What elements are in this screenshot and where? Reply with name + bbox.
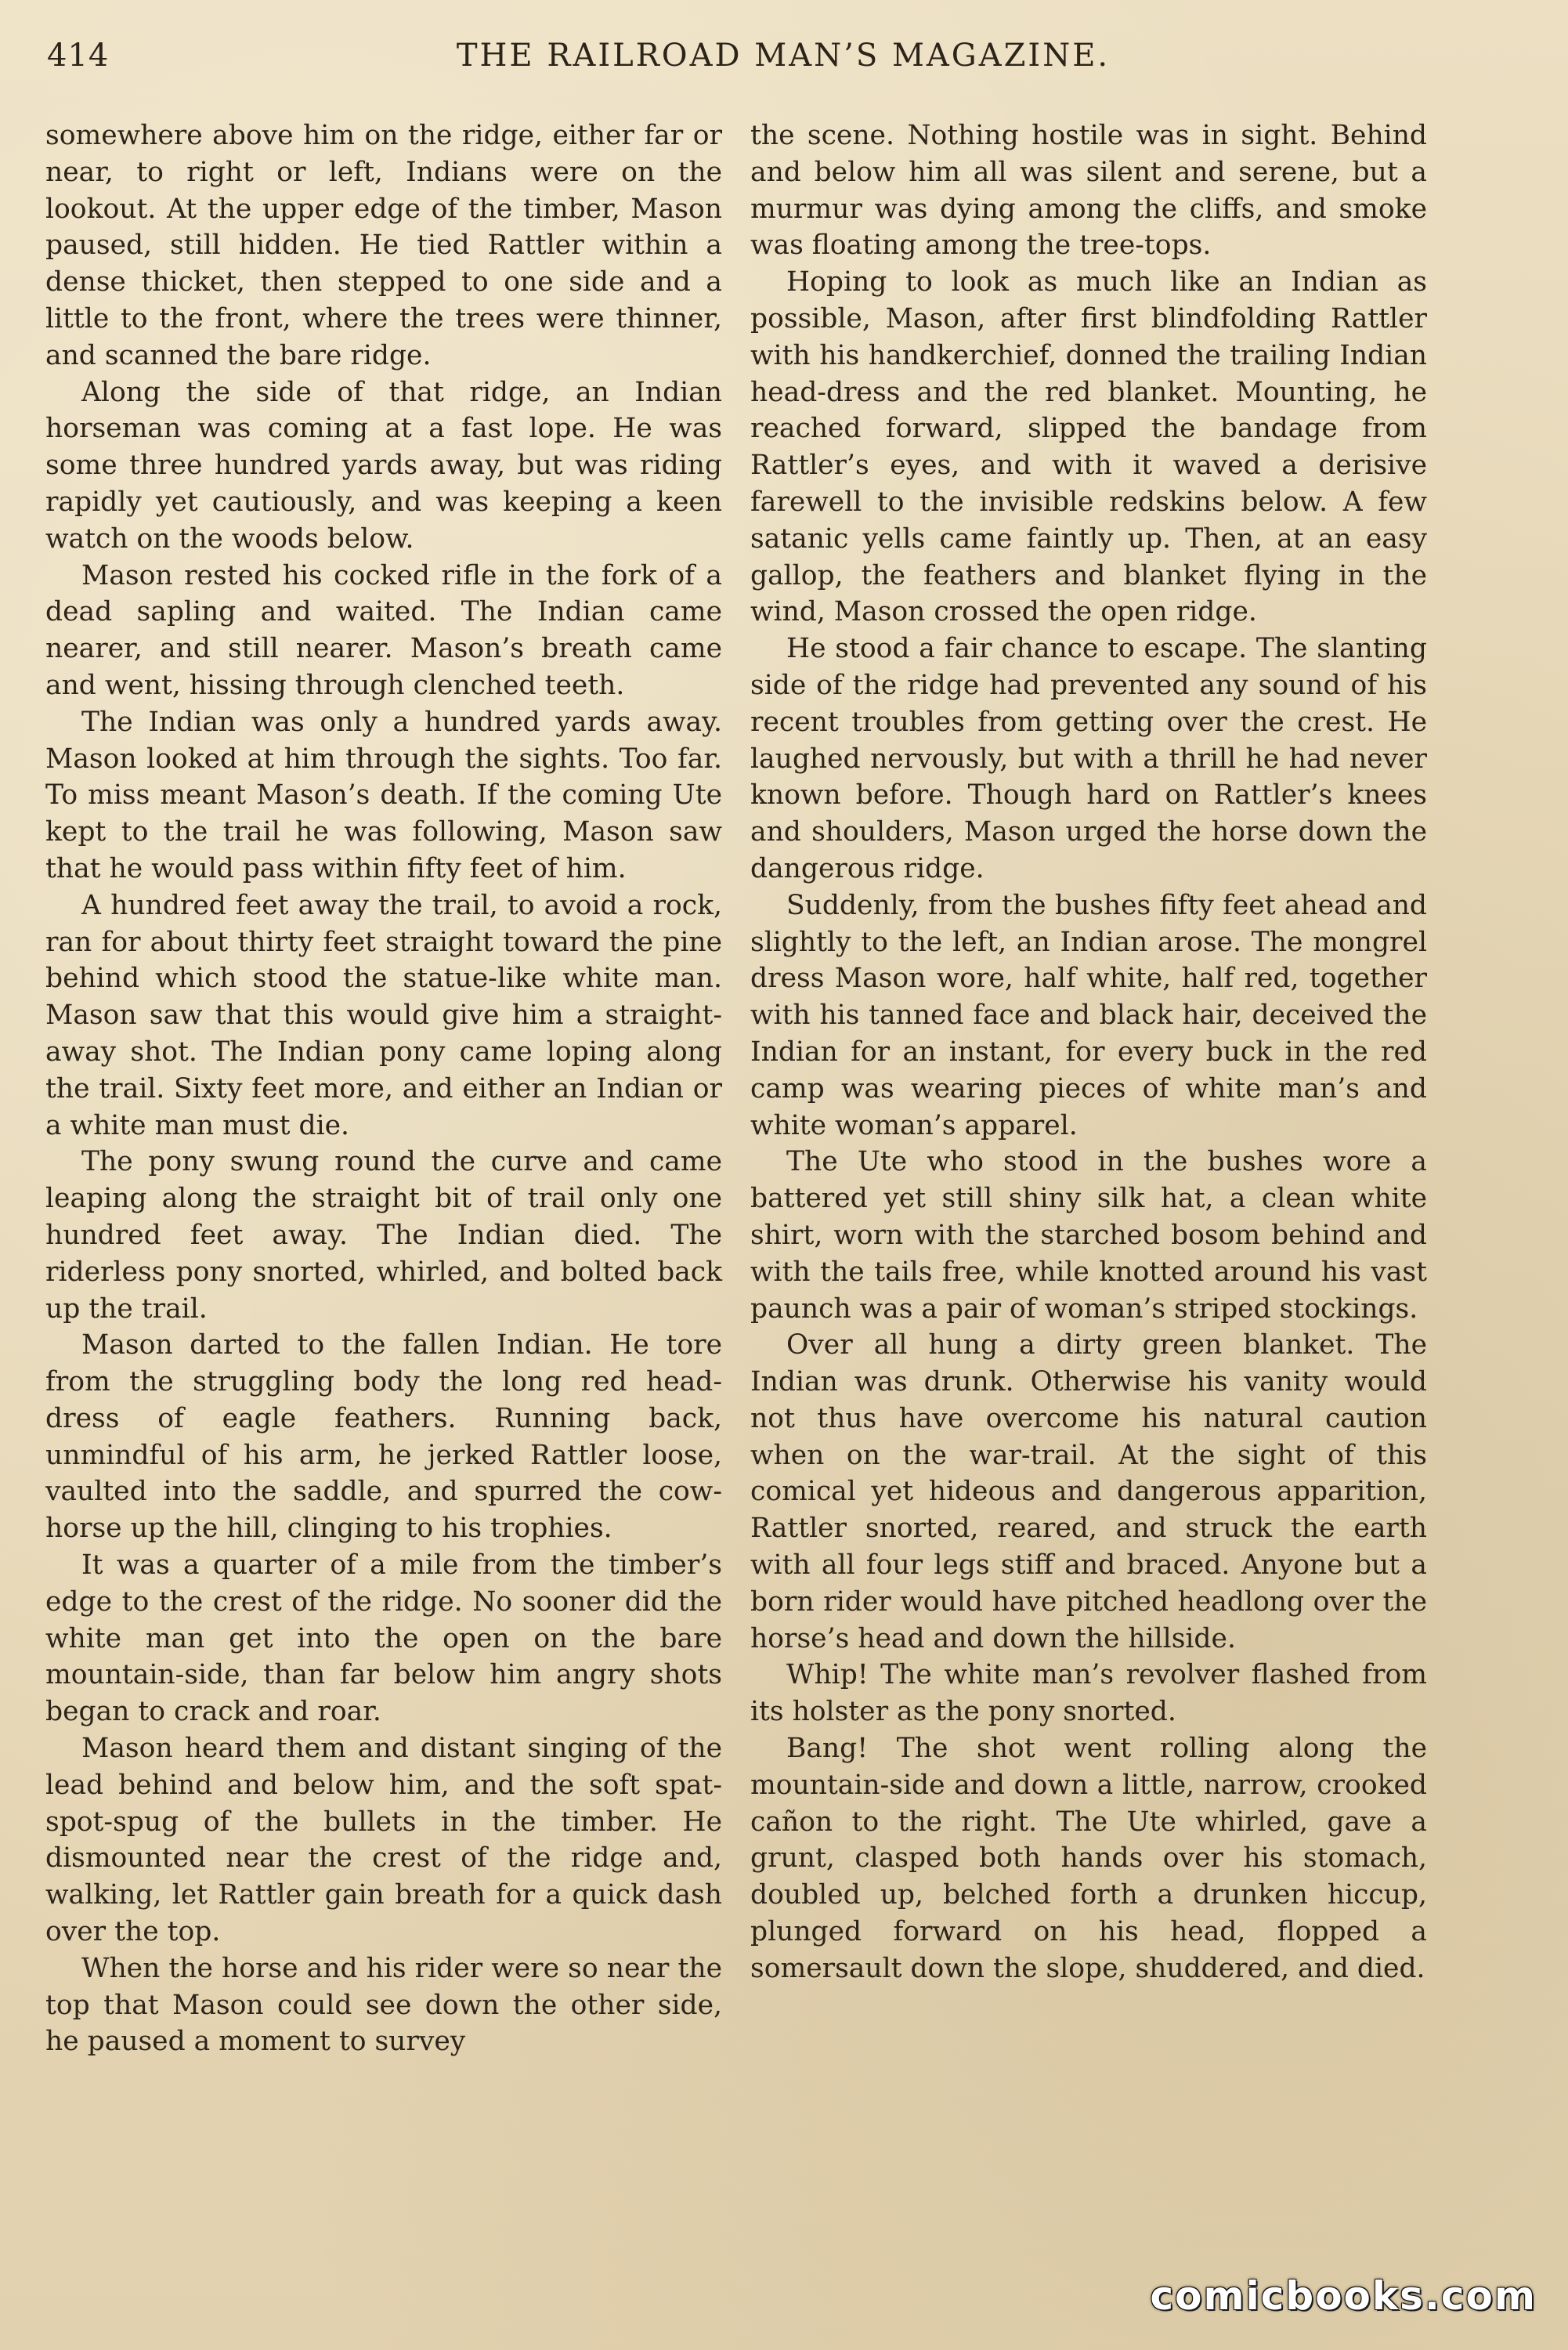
paragraph: Hoping to look as much like an Indian as possible, Mason, after first blindfolding Rattler with his handkerchief, donned the trailing Indian head-dress and the red blanket. Mounting, he reached forward, slipped the bandage from Rattler’s eyes, and with it waved a derisive farewell to the invisible redskins below. A few satanic yells came faintly up. Then, at an easy gallop, the feathers and blanket flying in the wind, Mason crossed the open ridge. <box>750 266 1427 628</box>
text-column-left <box>45 118 722 2060</box>
paragraph: The pony swung round the curve and came leaping along the straight bit of trail only one hundred feet away. The Indian died. The riderless pony snorted, whirled, and bolted back up the trail. <box>45 1146 722 1325</box>
paragraph: Over all hung a dirty green blanket. The Indian was drunk. Otherwise his vanity would not thus have overcome his natural caution when on the war-trail. At the sight of this comical yet hideous and dangerous apparition, Rattler snorted, reared, and struck the earth with all four legs stiff and braced. Anyone but a born rider would have pitched headlong over the horse’s head and down the hillside. <box>750 1329 1427 1654</box>
text-column-right <box>750 118 1427 1987</box>
paragraph: The Ute who stood in the bushes wore a battered yet still shiny silk hat, a clean white shirt, worn with the starched bosom behind and with the tails free, while knotted around his vast paunch was a pair of woman’s striped stockings. <box>750 1146 1427 1325</box>
paragraph: Along the side of that ridge, an Indian horseman was coming at a fast lope. He was some three hundred yards away, but was riding rapidly yet cautiously, and was keeping a keen watch on the woods below. <box>45 376 722 555</box>
paragraph: Whip! The white man’s revolver flashed from its holster as the pony snorted. <box>750 1659 1427 1728</box>
paragraph: Mason heard them and distant singing of the lead behind and below him, and the soft spat-spot-spug of the bullets in the timber. He dismounted near the crest of the ridge and, walking, let Rattler gain breath for a quick dash over the top. <box>45 1733 722 1948</box>
paragraph: Mason rested his cocked rifle in the fork of a dead sapling and waited. The Indian came nearer, and still nearer. Mason’s breath came and went, hissing through clenched teeth. <box>45 559 722 701</box>
paragraph: Suddenly, from the bushes fifty feet ahead and slightly to the left, an Indian arose. The mongrel dress Mason wore, half white, half red, together with his tanned face and black hair, deceived the Indian for an instant, for every buck in the red camp was wearing pieces of white man’s and white woman’s apparel. <box>750 889 1427 1141</box>
paragraph: Bang! The shot went rolling along the mountain-side and down a little, narrow, crooked cañon to the right. The Ute whirled, gave a grunt, clasped both hands over his stomach, doubled up, belched forth a drunken hiccup, plunged forward on his head, flopped a somersault down the slope, shuddered, and died. <box>750 1733 1427 1984</box>
page-number: 414 <box>47 38 110 74</box>
paragraph: somewhere above him on the ridge, either far or near, to right or left, Indians were on the lookout. At the upper edge of the timber, Mason paused, still hidden. He tied Rattler within a dense thicket, then stepped to one side and a little to the front, where the trees were thinner, and scanned the bare ridge. <box>45 120 722 371</box>
watermark: comicbooks.com <box>1150 2273 1537 2319</box>
page-header <box>39 31 1433 86</box>
paragraph: the scene. Nothing hostile was in sight. Behind and below him all was silent and serene, but a murmur was dying among the cliffs, and smoke was floating among the tree-tops. <box>750 120 1427 262</box>
paragraph: Mason darted to the fallen Indian. He tore from the struggling body the long red head-dress of eagle feathers. Running back, unmindful of his arm, he jerked Rattler loose, vaulted into the saddle, and spurred the cow-horse up the hill, clinging to his trophies. <box>45 1329 722 1545</box>
paragraph: He stood a fair chance to escape. The slanting side of the ridge had prevented any sound of his recent troubles from getting over the crest. He laughed nervously, but with a thrill he had never known before. Though hard on Rattler’s knees and shoulders, Mason urged the horse down the dangerous ridge. <box>750 633 1427 884</box>
running-head: THE RAILROAD MAN’S MAGAZINE. <box>456 38 1111 74</box>
paragraph: The Indian was only a hundred yards away. Mason looked at him through the sights. Too far. To miss meant Mason’s death. If the coming Ute kept to the trail he was following, Mason saw that he would pass within fifty feet of him. <box>45 706 722 884</box>
paragraph: It was a quarter of a mile from the timber’s edge to the crest of the ridge. No sooner did the white man get into the open on the bare mountain-side, than far below him angry shots began to crack and roar. <box>45 1549 722 1728</box>
paragraph: When the horse and his rider were so near the top that Mason could see down the other side, he paused a moment to survey <box>45 1952 722 2058</box>
paragraph: A hundred feet away the trail, to avoid a rock, ran for about thirty feet straight toward the pine behind which stood the statue-like white man. Mason saw that this would give him a straight-away shot. The Indian pony came loping along the trail. Sixty feet more, and either an Indian or a white man must die. <box>45 889 722 1141</box>
